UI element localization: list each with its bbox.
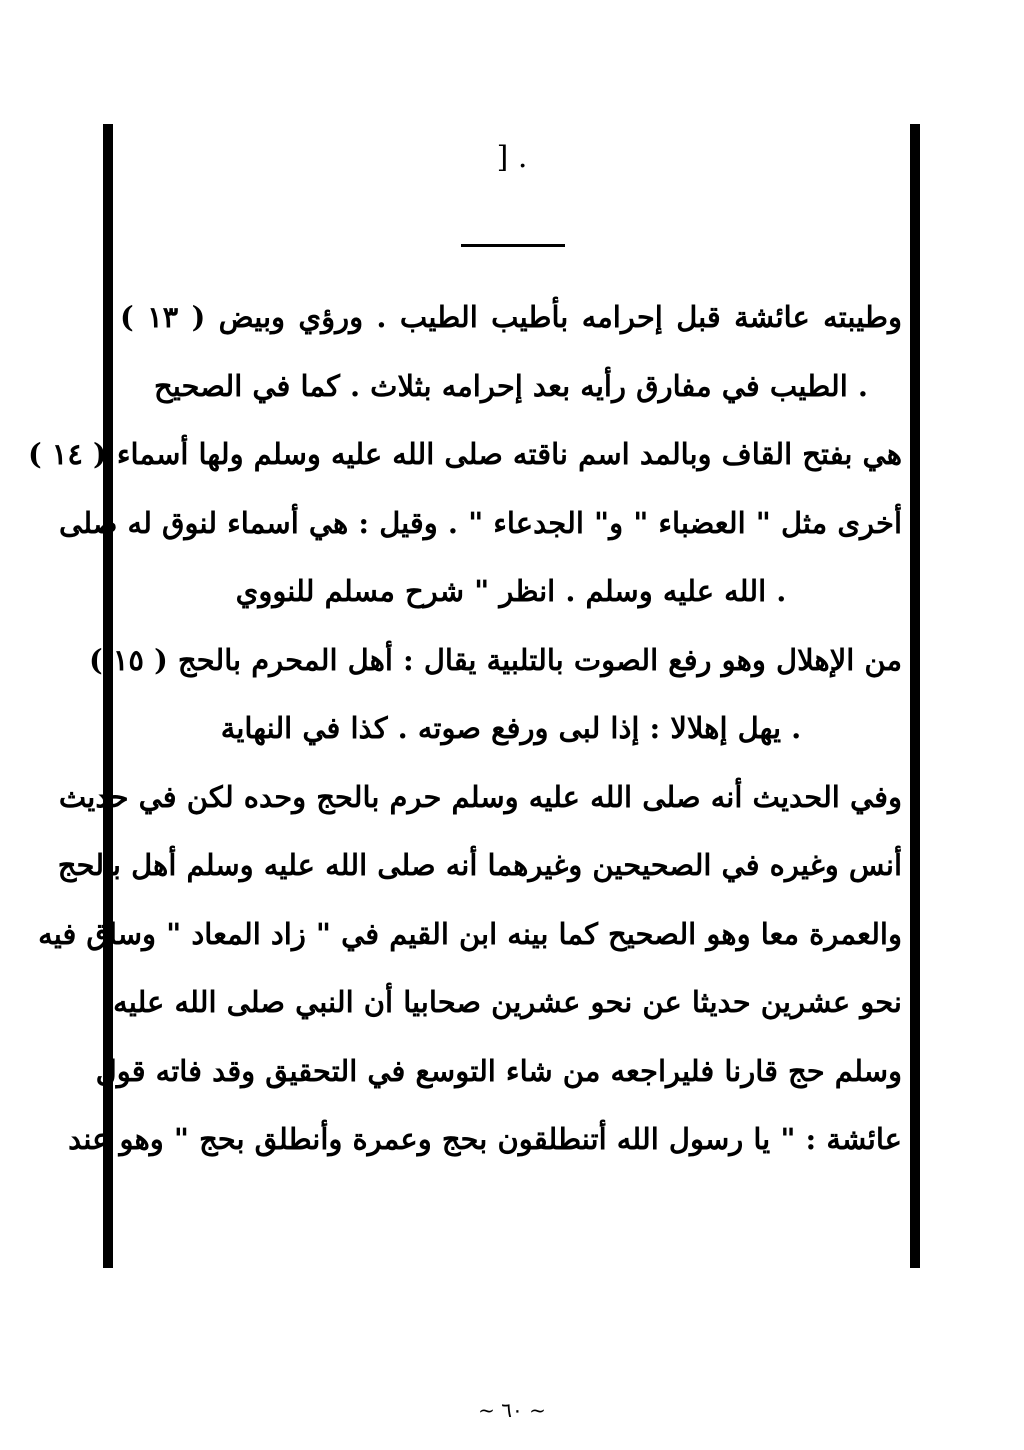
footnotes-text-block <box>27 283 902 1174</box>
text-line: . الطيب في مفارق رأيه بعد إحرامه بثلاث . كما في الصحيح <box>154 368 868 403</box>
text-line: والعمرة معا وهو الصحيح كما بينه ابن القيم في " زاد المعاد " وساق فيه <box>38 916 902 951</box>
page-number: ~ ٦٠ ~ <box>478 1398 546 1422</box>
text-line: . يهل إهلالا : إذا لبى ورفع صوته . كذا في النهاية <box>220 711 802 745</box>
text-line: وطيبته عائشة قبل إحرامه بأطيب الطيب . ورؤي وبيض ( ١٣ ) <box>120 300 902 334</box>
text-line: أخرى مثل " العضباء " و" الجدعاء " . وقيل : هي أسماء لنوق له صلى <box>59 505 902 540</box>
text-line: هي بفتح القاف وبالمد اسم ناقته صلى الله عليه وسلم ولها أسماء ( ١٤ ) <box>27 437 902 471</box>
text-line: . الله عليه وسلم . انظر " شرح مسلم للنووي <box>235 574 787 608</box>
text-line: وسلم حج قارنا فليراجعه من شاء التوسع في التحقيق وقد فاته قول <box>95 1053 902 1088</box>
footnote-separator <box>461 244 565 247</box>
text-line: نحو عشرين حديثا عن نحو عشرين صحابيا أن النبي صلى الله عليه <box>113 985 902 1019</box>
text-line: عائشة : " يا رسول الله أتنطلقون بحج وعمرة وأنطلق بحج " وهو عند <box>68 1122 902 1156</box>
text-line: أنس وغيره في الصحيحين وغيرهما أنه صلى الله عليه وسلم أهل بالحج <box>57 848 902 882</box>
header-mark: ] . <box>496 140 528 175</box>
right-frame-bar <box>910 124 920 1268</box>
text-line: وفي الحديث أنه صلى الله عليه وسلم حرم بالحج وحده لكن في حديث <box>58 779 902 814</box>
text-line: من الإهلال وهو رفع الصوت بالتلبية يقال : أهل المحرم بالحج ( ١٥ ) <box>89 642 902 677</box>
